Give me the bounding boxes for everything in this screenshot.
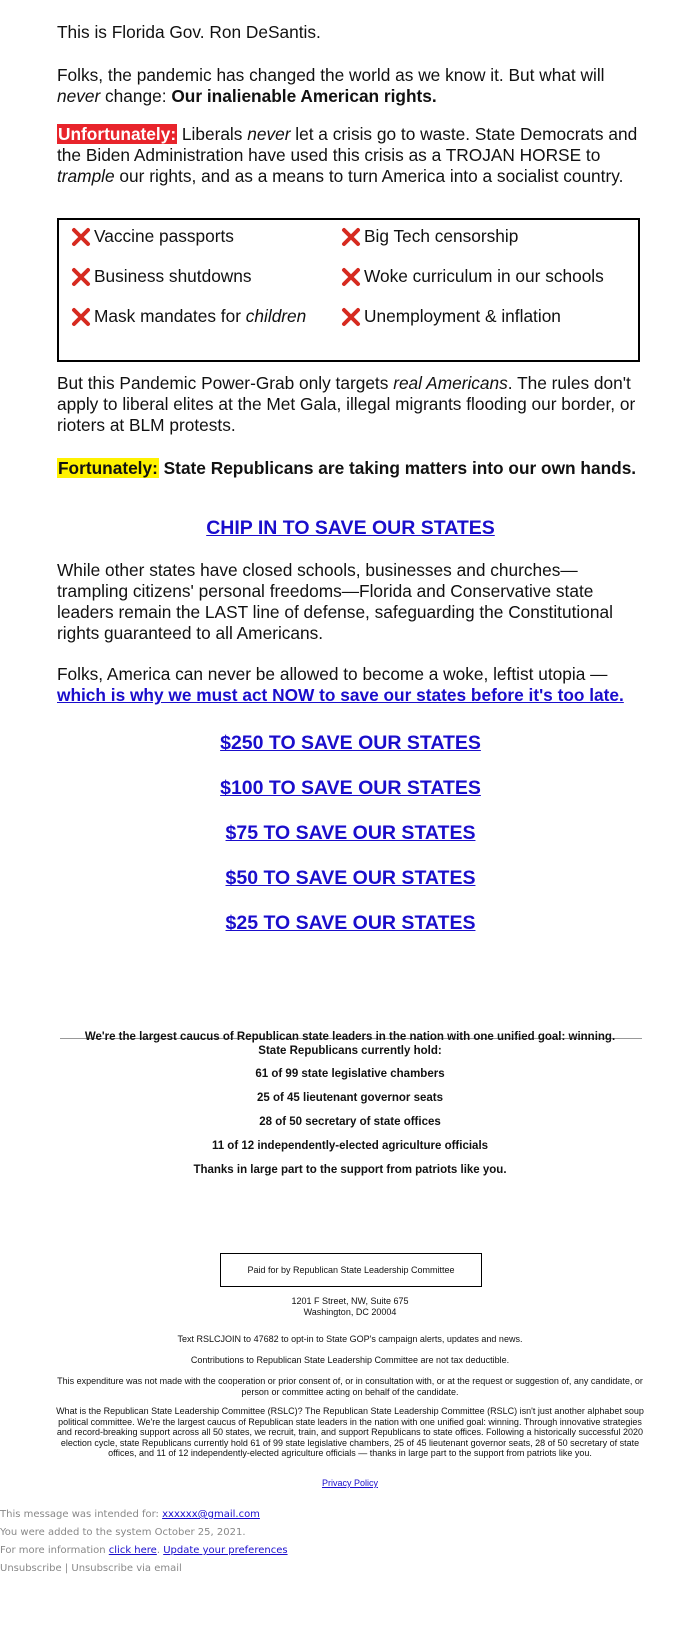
box-item xyxy=(71,306,306,327)
folks-bold: Our inalienable American rights. xyxy=(171,86,437,106)
box-item xyxy=(341,266,604,287)
box-item-em: children xyxy=(245,306,307,326)
act-now-paragraph xyxy=(57,664,644,706)
act-now-text: Folks, America can never be allowed to become a woke, leftist utopia — xyxy=(57,664,608,684)
but-text-1: But this Pandemic Power-Grab only targets xyxy=(57,373,394,393)
box-item xyxy=(71,226,234,247)
stats-item: 25 of 45 lieutenant governor seats xyxy=(257,1092,443,1104)
box-item-label: Big Tech censorship xyxy=(364,226,519,246)
intended-line xyxy=(0,1509,260,1521)
red-x-icon xyxy=(71,307,91,327)
intro-line: This is Florida Gov. Ron DeSantis. xyxy=(57,22,321,42)
about-rslc: What is the Republican State Leadership Committee (RSLC)? The Republican State Leadership Committee (RSLC) isn't just another alphabet soup political committee. We're the largest caucus of Republican state leaders in the nation with one unified goal: winning. Through innovative strategies and record-breaking support across all 50 states, we recruit, train, and support Republicans to state offices. Following a historically successful 2020 election cycle, state Republicans currently hold 61 of 99 state legislative chambers, 25 of 45 lieutenant governor seats, 28 of 50 secretary of state offices, and 11 of 12 independently-elected agriculture officials — thanks in large part to the support from patriots like you. xyxy=(56,1406,644,1458)
address-line-2: Washington, DC 20004 xyxy=(303,1306,397,1317)
donate-100-link[interactable]: $100 TO SAVE OUR STATES xyxy=(220,777,481,799)
donate-75-link[interactable]: $75 TO SAVE OUR STATES xyxy=(225,822,476,844)
box-item-label: Vaccine passports xyxy=(94,226,234,246)
folks-text-2: change: xyxy=(100,86,172,106)
chip-in-link[interactable]: CHIP IN TO SAVE OUR STATES xyxy=(206,517,495,539)
red-x-icon xyxy=(71,267,91,287)
stats-intro: We're the largest caucus of Republican state leaders in the nation with one unified goal: winning. xyxy=(84,1031,616,1043)
unf-text-2: let a crisis go to waste. State Democrats and the Biden Administration have used this crisis as a TROJAN HORSE to xyxy=(57,124,638,165)
but-text-2: . The rules don't apply to liberal elites at the Met Gala, illegal migrants flooding our border, or rioters at BLM protests. xyxy=(57,373,636,435)
privacy-policy-link[interactable]: Privacy Policy xyxy=(321,1478,378,1488)
expenditure-disclaimer: This expenditure was not made with the cooperation or prior consent of, or in consultation with, or at the request or suggestion of, any candidate, or person or committee acting on behalf of the candidate. xyxy=(57,1376,643,1397)
unf-never: never xyxy=(247,124,291,144)
text-optin: Text RSLCJOIN to 47682 to opt-in to State GOP's campaign alerts, updates and news. xyxy=(177,1334,523,1344)
update-preferences-link[interactable]: Update your preferences xyxy=(163,1545,288,1556)
folks-paragraph xyxy=(57,65,644,107)
paid-for-box xyxy=(220,1253,482,1287)
fortunately-text: State Republicans are taking matters into our own hands. xyxy=(158,458,637,478)
privacy-wrap xyxy=(50,1478,650,1489)
stats-item: 11 of 12 independently-elected agriculture officials xyxy=(211,1140,489,1152)
donate-25-link[interactable]: $25 TO SAVE OUR STATES xyxy=(225,912,476,934)
donate-50-link[interactable]: $50 TO SAVE OUR STATES xyxy=(225,867,476,889)
act-now-link[interactable]: which is why we must act NOW to save our states before it's too late. xyxy=(57,685,624,705)
stats-block xyxy=(50,1030,650,1177)
unsubscribe-line[interactable]: Unsubscribe | Unsubscribe via email xyxy=(0,1563,182,1574)
box-item xyxy=(71,266,252,287)
not-deductible: Contributions to Republican State Leadership Committee are not tax deductible. xyxy=(190,1355,510,1365)
stats-hold-label: State Republicans currently hold: xyxy=(258,1045,442,1057)
box-item-label: Woke curriculum in our schools xyxy=(364,266,604,286)
paid-for-text: Paid for by Republican State Leadership Committee xyxy=(247,1265,455,1275)
folks-text-1: Folks, the pandemic has changed the world as we know it. But what will xyxy=(57,65,605,85)
stats-item: 61 of 99 state legislative chambers xyxy=(255,1068,445,1080)
red-x-icon xyxy=(71,227,91,247)
red-x-icon xyxy=(341,307,361,327)
power-grab-paragraph xyxy=(57,373,644,436)
added-line: You were added to the system October 25, 2021. xyxy=(0,1527,246,1538)
folks-never: never xyxy=(57,86,101,106)
unfortunately-label: Unfortunately: xyxy=(58,124,177,144)
stats-item: 28 of 50 secretary of state offices xyxy=(259,1116,441,1128)
email-link[interactable]: xxxxxx@gmail.com xyxy=(162,1509,260,1520)
unf-text-1: Liberals xyxy=(177,124,248,144)
fortunately-label: Fortunately: xyxy=(58,458,158,478)
red-x-icon xyxy=(341,267,361,287)
box-item xyxy=(341,306,561,327)
unf-trample: trample xyxy=(57,166,115,186)
red-x-icon xyxy=(341,227,361,247)
but-em: real Americans xyxy=(393,373,508,393)
address xyxy=(50,1296,650,1317)
more-info-line: For more information click here. Update your preferences xyxy=(0,1545,288,1556)
grievance-box xyxy=(57,218,640,362)
unfortunately-paragraph xyxy=(57,124,644,187)
box-item xyxy=(341,226,518,247)
box-item-label: Mask mandates for xyxy=(94,306,246,326)
donate-250-link[interactable]: $250 TO SAVE OUR STATES xyxy=(220,732,481,754)
click-here-link[interactable]: click here xyxy=(108,1545,157,1556)
box-item-label: Business shutdowns xyxy=(94,266,252,286)
address-line-1: 1201 F Street, NW, Suite 675 xyxy=(291,1296,409,1306)
unf-text-3: our rights, and as a means to turn America into a socialist country. xyxy=(114,166,624,186)
box-item-label: Unemployment & inflation xyxy=(364,306,561,326)
more-info-label: For more information xyxy=(0,1545,109,1556)
while-paragraph: While other states have closed schools, businesses and churches—trampling citizens' personal freedoms—Florida and Conservative state leaders remain the LAST line of defense, safeguarding the Constitutional rights guaranteed to all Americans. xyxy=(57,560,613,643)
stats-thanks: Thanks in large part to the support from patriots like you. xyxy=(193,1164,507,1176)
fortunately-paragraph xyxy=(57,458,644,479)
intended-label: This message was intended for: xyxy=(0,1509,163,1520)
